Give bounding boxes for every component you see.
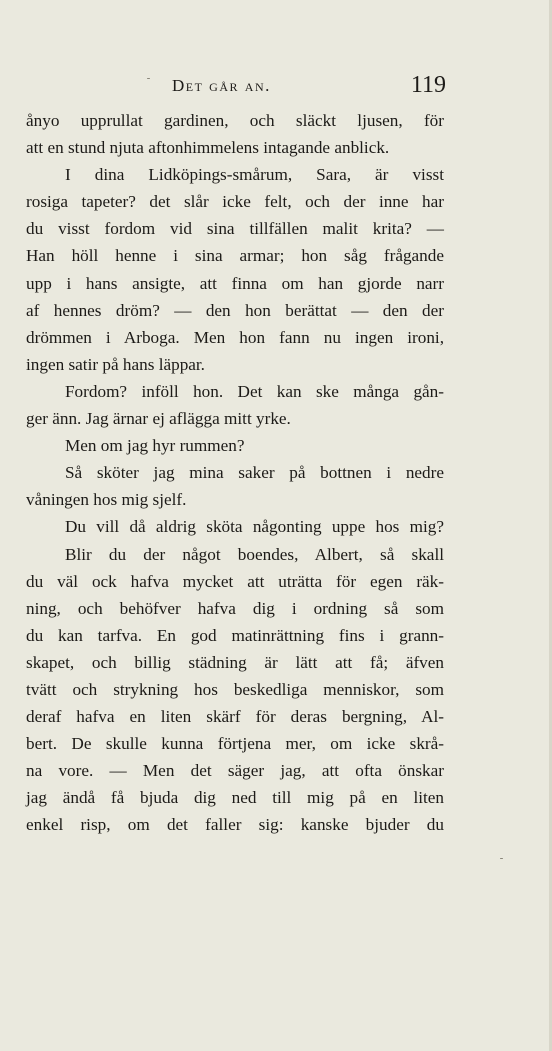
text-line: af hennes dröm? — den hon berättat — den der — [26, 300, 444, 320]
text-line: ger änn. Jag ärnar ej aflägga mitt yrke. — [26, 409, 291, 429]
text-line: du visst fordom vid sina tillfällen malit krita? — — [26, 219, 444, 239]
paper-speck — [500, 858, 503, 859]
text-line: enkel risp, om det faller sig: kanske bjuder du — [26, 815, 444, 835]
page-header — [26, 72, 446, 102]
text-line: tvätt och strykning hos beskedliga menniskor, som — [26, 679, 444, 699]
text-line: du kan tarfva. En god matinrättning fins i grann- — [26, 625, 444, 645]
text-line: att en stund njuta aftonhimmelens intagande anblick. — [26, 138, 390, 158]
text-line: Han höll henne i sina armar; hon såg frågande — [26, 246, 444, 266]
text-line: Men om jag hyr rummen? — [65, 436, 245, 456]
text-line: na vore. — Men det säger jag, att ofta önskar — [26, 761, 444, 781]
text-line: bert. De skulle kunna förtjena mer, om icke skrå- — [26, 734, 444, 754]
text-line: rosiga tapeter? det slår icke felt, och der inne har — [26, 192, 444, 212]
text-line: ånyo upprullat gardinen, och släckt ljusen, för — [26, 111, 444, 130]
text-line: ingen satir på hans läppar. — [26, 354, 205, 374]
text-line: Fordom? inföll hon. Det kan ske många gån- — [65, 381, 444, 401]
body-text — [26, 107, 444, 839]
text-line: Så sköter jag mina saker på bottnen i nedre — [65, 463, 444, 483]
text-line: du väl ock hafva mycket att uträtta för egen räk- — [26, 571, 444, 591]
text-line: ning, och behöfver hafva dig i ordning så som — [26, 598, 444, 618]
paper-speck — [147, 78, 150, 79]
text-line: I dina Lidköpings-smårum, Sara, är visst — [65, 165, 444, 185]
text-line: skapet, och billig städning är lätt att få; äfven — [26, 652, 444, 672]
text-line: drömmen i Arboga. Men hon fann nu ingen ironi, — [26, 327, 444, 347]
text-line: Blir du der något boendes, Albert, så skall — [65, 544, 444, 564]
text-line: upp i hans ansigte, att finna om han gjorde narr — [26, 273, 444, 293]
page-number: 119 — [410, 72, 446, 98]
text-line: jag ändå få bjuda dig ned till mig på en liten — [26, 788, 444, 808]
text-line: Du vill då aldrig sköta någonting uppe hos mig? — [65, 517, 444, 537]
text-line: våningen hos mig sjelf. — [26, 490, 187, 510]
text-line: deraf hafva en liten skärf för deras bergning, Al- — [26, 707, 444, 727]
running-title: Det går an. — [172, 76, 271, 95]
